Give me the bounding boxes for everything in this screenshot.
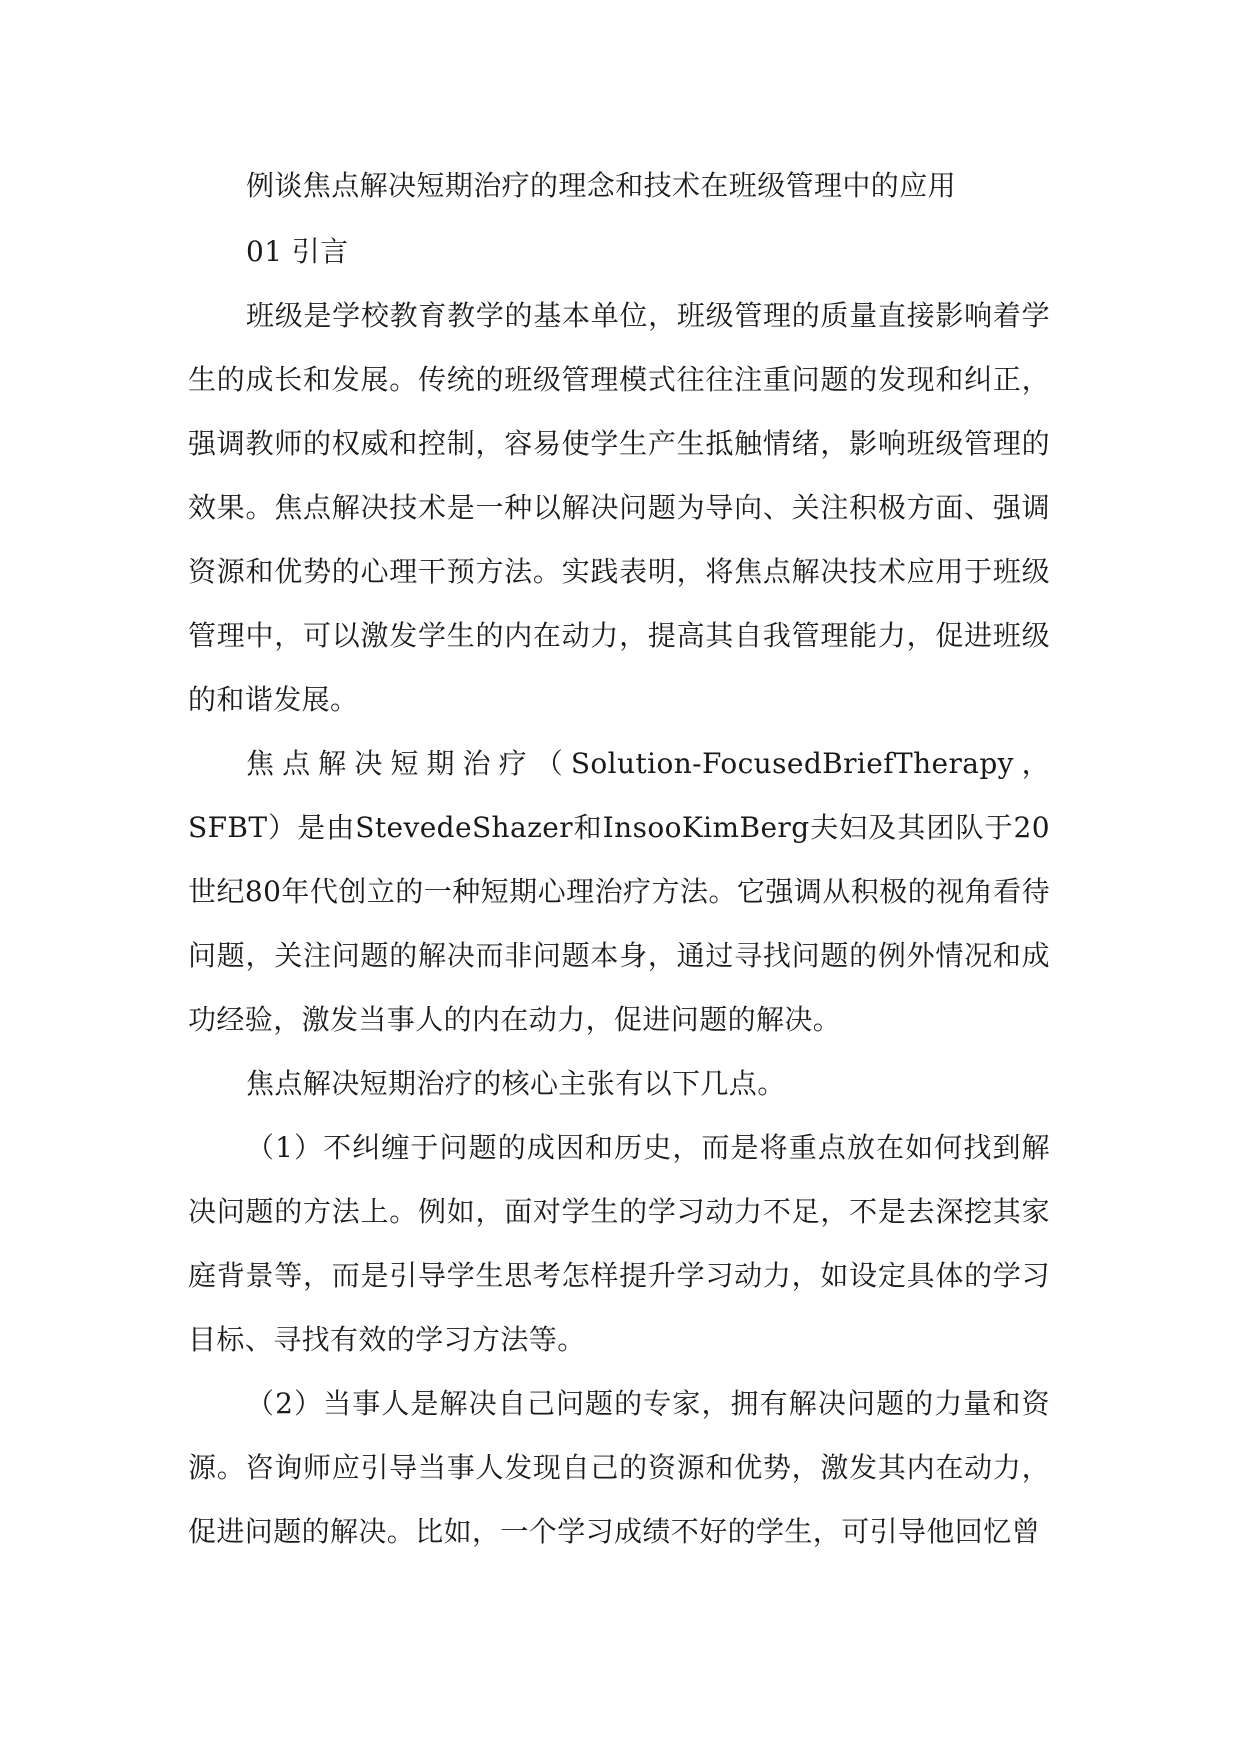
- section-heading: 01 引言: [246, 235, 349, 268]
- paragraph-intro: 班级是学校教育教学的基本单位，班级管理的质量直接影响着学生的成长和发展。传统的班级管理模式往往注重问题的发现和纠正，强调教师的权威和控制，容易使学生产生抵触情绪，影响班级管理的效果。焦点解决技术是一种以解决问题为导向、关注积极方面、强调资源和优势的心理干预方法。实践表明，将焦点解决技术应用于班级管理中，可以激发学生的内在动力，提高其自我管理能力，促进班级的和谐发展。: [188, 299, 1050, 716]
- document-title: 例谈焦点解决短期治疗的理念和技术在班级管理中的应用: [246, 169, 957, 202]
- document-body: [188, 154, 1050, 1564]
- paragraph-core-principles: 焦点解决短期治疗的核心主张有以下几点。: [246, 1067, 786, 1100]
- paragraph-principle-2: （2）当事人是解决自己问题的专家，拥有解决问题的力量和资源。咨询师应引导当事人发现自己的资源和优势，激发其内在动力，促进问题的解决。比如，一个学习成绩不好的学生，可引导他回忆曾: [188, 1387, 1050, 1548]
- paragraph-principle-1: （1）不纠缠于问题的成因和历史，而是将重点放在如何找到解决问题的方法上。例如，面对学生的学习动力不足，不是去深挖其家庭背景等，而是引导学生思考怎样提升学习动力，如设定具体的学习目标、寻找有效的学习方法等。: [188, 1131, 1050, 1356]
- paragraph-sfbt-definition: 焦点解决短期治疗（Solution-FocusedBriefTherapy，SFBT）是由StevedeShazer和InsooKimBerg夫妇及其团队于20世纪80年代创立的一种短期心理治疗方法。它强调从积极的视角看待问题，关注问题的解决而非问题本身，通过寻找问题的例外情况和成功经验，激发当事人的内在动力，促进问题的解决。: [188, 747, 1050, 1036]
